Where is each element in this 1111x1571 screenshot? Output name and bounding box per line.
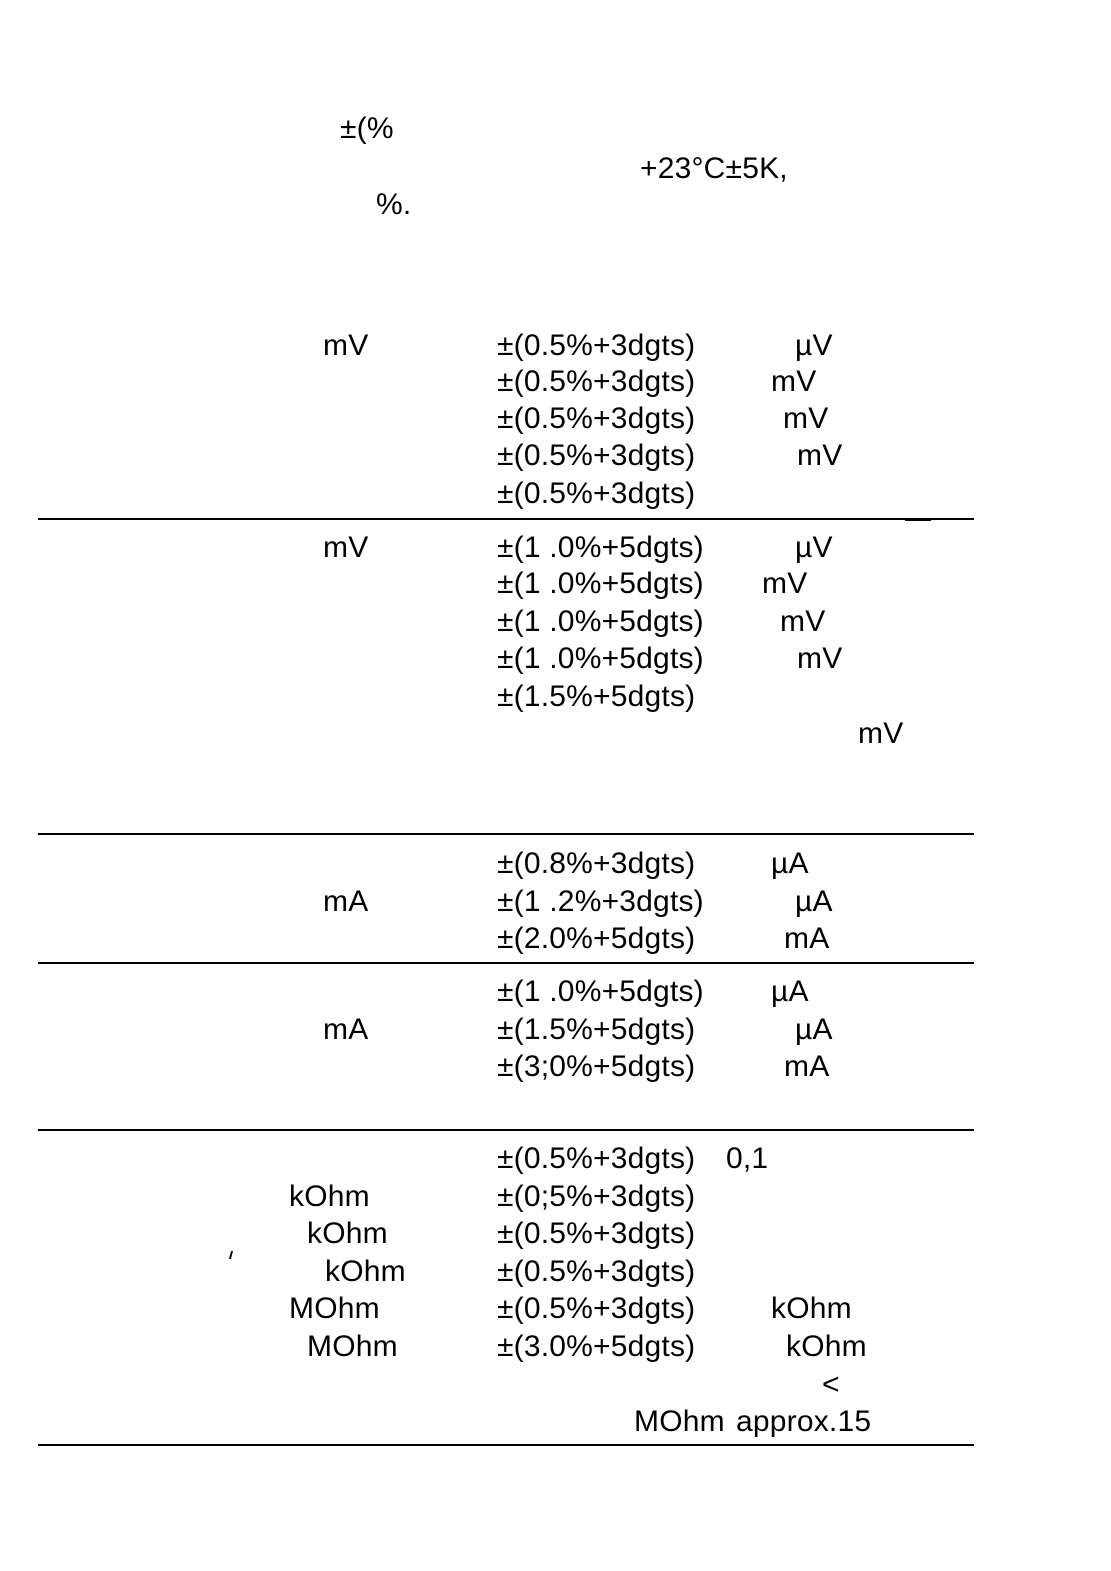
resistance-accuracy: ±(0.5%+3dgts)	[497, 1292, 696, 1325]
ac-voltage-note-unit: mV	[858, 717, 904, 750]
section-divider	[38, 1444, 974, 1446]
ac-current-resolution-unit: µA	[795, 1013, 833, 1046]
ac-voltage-accuracy: ±(1 .0%+5dgts)	[497, 567, 704, 600]
section-divider	[38, 962, 974, 964]
ac-voltage-resolution-unit: µV	[795, 531, 833, 564]
resistance-resolution-unit: kOhm	[771, 1292, 852, 1325]
dc-voltage-accuracy: ±(0.5%+3dgts)	[497, 477, 696, 510]
section-divider	[38, 518, 974, 520]
ac-current-resolution-unit: µA	[771, 975, 809, 1008]
resistance-range-unit: MOhm	[307, 1330, 398, 1363]
stray-mark	[229, 1251, 233, 1259]
ac-voltage-accuracy: ±(1 .0%+5dgts)	[497, 531, 704, 564]
dc-current-resolution-unit: mA	[784, 922, 830, 955]
ac-current-resolution-unit: mA	[784, 1050, 830, 1083]
resistance-resolution-first: 0,1	[726, 1142, 769, 1175]
dc-current-accuracy: ±(0.8%+3dgts)	[497, 847, 696, 880]
dc-voltage-unit: mV	[323, 329, 369, 362]
header-reference-temp: +23°C±5K,	[640, 152, 788, 185]
resistance-accuracy: ±(0.5%+3dgts)	[497, 1217, 696, 1250]
header-percent-dot: %.	[376, 188, 412, 221]
resistance-resolution-unit: kOhm	[786, 1330, 867, 1363]
dc-voltage-resolution-unit: mV	[797, 439, 843, 472]
resistance-accuracy: ±(0;5%+3dgts)	[497, 1180, 696, 1213]
resistance-note-lt: <	[822, 1368, 840, 1401]
dc-voltage-resolution-unit: µV	[795, 329, 833, 362]
ac-voltage-resolution-unit: mV	[780, 605, 826, 638]
ac-current-accuracy: ±(1.5%+5dgts)	[497, 1013, 696, 1046]
ac-current-accuracy: ±(1 .0%+5dgts)	[497, 975, 704, 1008]
resistance-range-unit: kOhm	[307, 1217, 388, 1250]
dc-current-resolution-unit: µA	[771, 847, 809, 880]
dc-voltage-accuracy: ±(0.5%+3dgts)	[497, 365, 696, 398]
resistance-accuracy: ±(0.5%+3dgts)	[497, 1255, 696, 1288]
section-divider	[38, 833, 974, 835]
ac-voltage-accuracy: ±(1 .0%+5dgts)	[497, 642, 704, 675]
dc-current-accuracy: ±(2.0%+5dgts)	[497, 922, 696, 955]
ac-current-accuracy: ±(3;0%+5dgts)	[497, 1050, 696, 1083]
ac-voltage-accuracy: ±(1.5%+5dgts)	[497, 680, 696, 713]
dc-voltage-resolution-unit: mV	[771, 365, 817, 398]
dc-voltage-accuracy: ±(0.5%+3dgts)	[497, 439, 696, 472]
resistance-note-unit: MOhm	[634, 1405, 725, 1438]
ac-current-unit: mA	[323, 1013, 369, 1046]
resistance-note-approx: approx.15	[736, 1405, 872, 1438]
resistance-range-unit: kOhm	[325, 1255, 406, 1288]
dc-voltage-resolution-unit: mV	[783, 402, 829, 435]
resistance-accuracy: ±(3.0%+5dgts)	[497, 1330, 696, 1363]
stray-mark	[905, 519, 931, 521]
dc-voltage-accuracy: ±(0.5%+3dgts)	[497, 402, 696, 435]
ac-voltage-accuracy: ±(1 .0%+5dgts)	[497, 605, 704, 638]
header-pm-prefix: ±(%	[340, 112, 394, 145]
ac-voltage-unit: mV	[323, 531, 369, 564]
dc-current-accuracy: ±(1 .2%+3dgts)	[497, 885, 704, 918]
resistance-range-unit: kOhm	[289, 1180, 370, 1213]
resistance-accuracy: ±(0.5%+3dgts)	[497, 1142, 696, 1175]
dc-current-unit: mA	[323, 885, 369, 918]
dc-voltage-accuracy: ±(0.5%+3dgts)	[497, 329, 696, 362]
resistance-range-unit: MOhm	[289, 1292, 380, 1325]
dc-current-resolution-unit: µA	[795, 885, 833, 918]
section-divider	[38, 1129, 974, 1131]
ac-voltage-resolution-unit: mV	[762, 567, 808, 600]
ac-voltage-resolution-unit: mV	[797, 642, 843, 675]
